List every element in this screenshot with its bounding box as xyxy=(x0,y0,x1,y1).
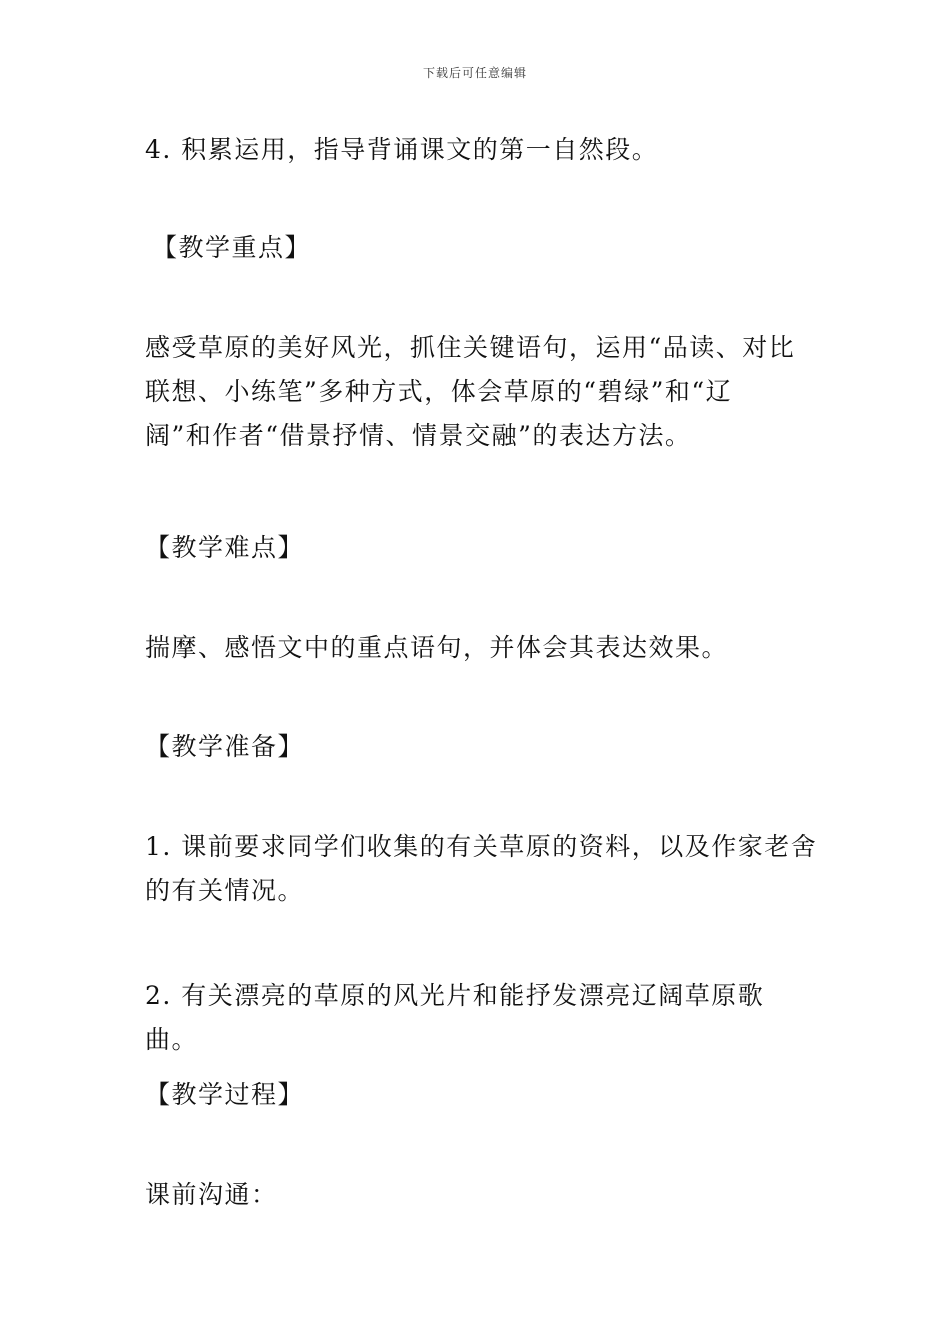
teaching-focus-line-1: 感受草原的美好风光，抓住关键语句，运用“品读、对比 xyxy=(145,333,796,362)
header-note: 下载后可任意编辑 xyxy=(422,66,527,80)
preparation-item-1 xyxy=(145,825,818,913)
teaching-focus-line-3: 阔”和作者“借景抒情、情景交融”的表达方法。 xyxy=(145,421,692,450)
objective-item-4: 4. 积累运用，指导背诵课文的第一自然段。 xyxy=(145,135,659,164)
preparation-item-1-line-1: 1. 课前要求同学们收集的有关草原的资料，以及作家老舍 xyxy=(145,832,818,861)
heading-teaching-focus: 【教学重点】 xyxy=(152,233,312,262)
teaching-focus-paragraph xyxy=(145,326,815,458)
preparation-item-2: 2. 有关漂亮的草原的风光片和能抒发漂亮辽阔草原歌曲。 xyxy=(145,981,765,1054)
heading-teaching-process: 【教学过程】 xyxy=(145,1080,305,1109)
heading-teaching-preparation: 【教学准备】 xyxy=(145,732,305,761)
heading-teaching-difficulty: 【教学难点】 xyxy=(145,533,305,562)
pre-class-communication: 课前沟通： xyxy=(145,1180,278,1209)
teaching-focus-line-2: 联想、小练笔”多种方式，体会草原的“碧绿”和“辽 xyxy=(145,377,733,406)
teaching-difficulty-text: 揣摩、感悟文中的重点语句，并体会其表达效果。 xyxy=(145,633,729,662)
preparation-item-1-line-2: 的有关情况。 xyxy=(145,876,305,905)
